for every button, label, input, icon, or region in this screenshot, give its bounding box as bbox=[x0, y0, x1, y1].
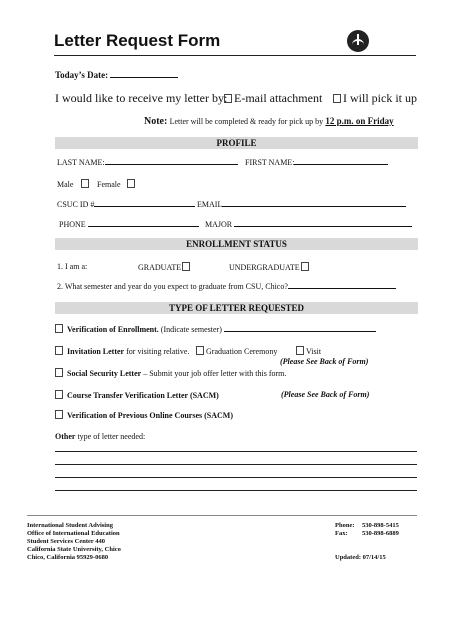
last-name-field[interactable] bbox=[105, 164, 238, 165]
graduate-label: GRADUATE bbox=[138, 263, 182, 272]
social-security-row[interactable] bbox=[55, 368, 286, 378]
pickup-option-label: I will pick it up bbox=[343, 91, 417, 105]
visit-option[interactable] bbox=[296, 346, 321, 356]
updated-date: Updated: 07/14/15 bbox=[335, 554, 386, 561]
invitation-letter-row[interactable] bbox=[55, 346, 189, 356]
invitation-letter-text: for visiting relative. bbox=[126, 347, 190, 356]
verification-enrollment-label: Verification of Enrollment. bbox=[67, 325, 159, 334]
title-divider bbox=[54, 55, 416, 56]
undergraduate-label: UNDERGRADUATE bbox=[229, 263, 300, 272]
graduate-checkbox[interactable] bbox=[182, 262, 190, 271]
address-line: Chico, California 95929-0680 bbox=[27, 554, 109, 561]
address-line: Office of International Education bbox=[27, 530, 120, 537]
letter-type-heading: TYPE OF LETTER REQUESTED bbox=[55, 302, 418, 314]
verification-enrollment-note: (Indicate semester) bbox=[160, 325, 222, 334]
address-line: International Student Advising bbox=[27, 522, 113, 529]
graduation-ceremony-option[interactable] bbox=[196, 346, 277, 356]
last-name-row bbox=[57, 158, 238, 167]
see-back-note-2: (Please See Back of Form) bbox=[281, 390, 370, 399]
email-option[interactable] bbox=[224, 91, 322, 106]
note-deadline: 12 p.m. on Friday bbox=[325, 116, 394, 126]
csuc-id-row bbox=[57, 200, 195, 209]
other-details-line[interactable] bbox=[55, 477, 417, 478]
other-details-line[interactable] bbox=[55, 490, 417, 491]
semester-field[interactable] bbox=[224, 331, 376, 332]
invitation-letter-label: Invitation Letter bbox=[67, 347, 125, 356]
male-option[interactable] bbox=[57, 179, 91, 189]
online-courses-label: Verification of Previous Online Courses (SACM) bbox=[67, 411, 233, 420]
pickup-checkbox[interactable] bbox=[333, 94, 341, 103]
csuc-id-field[interactable] bbox=[94, 206, 195, 207]
delivery-prompt: I would like to receive my letter by: bbox=[55, 91, 228, 105]
invitation-letter-checkbox[interactable] bbox=[55, 346, 63, 355]
address-line: California State University, Chico bbox=[27, 546, 121, 553]
todays-date-label: Today’s Date: bbox=[55, 70, 109, 80]
todays-date-row bbox=[55, 70, 178, 80]
female-label: Female bbox=[97, 180, 121, 189]
graduation-ceremony-checkbox[interactable] bbox=[196, 346, 204, 355]
i-am-a-label: 1. I am a: bbox=[57, 262, 88, 271]
major-field[interactable] bbox=[234, 226, 412, 227]
fax-label: Fax: bbox=[335, 530, 348, 537]
undergraduate-checkbox[interactable] bbox=[301, 262, 309, 271]
pickup-option[interactable] bbox=[333, 91, 417, 106]
footer-divider bbox=[27, 515, 417, 516]
email-label: EMAIL bbox=[197, 200, 223, 209]
course-transfer-row[interactable] bbox=[55, 390, 219, 400]
email-field[interactable] bbox=[222, 206, 406, 207]
social-security-text: – Submit your job offer letter with this form. bbox=[143, 369, 287, 378]
university-logo-icon bbox=[347, 30, 369, 52]
graduation-date-row bbox=[57, 282, 396, 291]
other-details-line[interactable] bbox=[55, 451, 417, 452]
online-courses-checkbox[interactable] bbox=[55, 410, 63, 419]
major-row bbox=[205, 220, 412, 229]
undergraduate-option[interactable] bbox=[229, 262, 311, 272]
phone-label: PHONE bbox=[59, 220, 86, 229]
graduation-date-field[interactable] bbox=[288, 288, 396, 289]
page-title: Letter Request Form bbox=[54, 31, 221, 50]
verification-enrollment-row[interactable] bbox=[55, 324, 376, 334]
email-checkbox[interactable] bbox=[224, 94, 232, 103]
male-checkbox[interactable] bbox=[81, 179, 89, 188]
profile-heading: PROFILE bbox=[55, 137, 418, 149]
course-transfer-label: Course Transfer Verification Letter (SACM) bbox=[67, 391, 219, 400]
note-text: Letter will be completed & ready for pick up by bbox=[169, 117, 324, 126]
visit-label: Visit bbox=[306, 347, 322, 356]
other-letter-row bbox=[55, 432, 145, 441]
course-transfer-checkbox[interactable] bbox=[55, 390, 63, 399]
female-checkbox[interactable] bbox=[127, 179, 135, 188]
enrollment-heading: ENROLLMENT STATUS bbox=[55, 238, 418, 250]
address-line: Student Services Center 440 bbox=[27, 538, 106, 545]
office-address bbox=[27, 522, 121, 562]
graduation-question: 2. What semester and year do you expect to graduate from CSU, Chico? bbox=[57, 282, 288, 291]
graduate-option[interactable] bbox=[138, 262, 192, 272]
phone-row bbox=[59, 220, 199, 229]
email-option-label: E-mail attachment bbox=[234, 91, 323, 105]
fax-number: 530-898-6889 bbox=[362, 530, 399, 537]
note-label: Note: bbox=[144, 116, 168, 127]
other-label: Other bbox=[55, 432, 76, 441]
female-option[interactable] bbox=[97, 179, 137, 189]
first-name-label: FIRST NAME: bbox=[245, 158, 295, 167]
note-row bbox=[144, 116, 394, 127]
phone-label-footer: Phone: bbox=[335, 522, 355, 529]
first-name-row bbox=[245, 158, 388, 167]
csuc-id-label: CSUC ID # bbox=[57, 200, 95, 209]
see-back-note-1: (Please See Back of Form) bbox=[280, 357, 369, 366]
email-row bbox=[197, 200, 406, 209]
male-label: Male bbox=[57, 180, 74, 189]
graduation-ceremony-label: Graduation Ceremony bbox=[206, 347, 278, 356]
online-courses-row[interactable] bbox=[55, 410, 233, 420]
phone-field[interactable] bbox=[88, 226, 199, 227]
verification-enrollment-checkbox[interactable] bbox=[55, 324, 63, 333]
other-details-line[interactable] bbox=[55, 464, 417, 465]
social-security-label: Social Security Letter bbox=[67, 369, 142, 378]
todays-date-field[interactable] bbox=[110, 77, 178, 78]
social-security-checkbox[interactable] bbox=[55, 368, 63, 377]
last-name-label: LAST NAME: bbox=[57, 158, 105, 167]
first-name-field[interactable] bbox=[294, 164, 388, 165]
phone-number: 530-898-5415 bbox=[362, 522, 399, 529]
other-text: type of letter needed: bbox=[77, 432, 146, 441]
visit-checkbox[interactable] bbox=[296, 346, 304, 355]
major-label: MAJOR bbox=[205, 220, 233, 229]
